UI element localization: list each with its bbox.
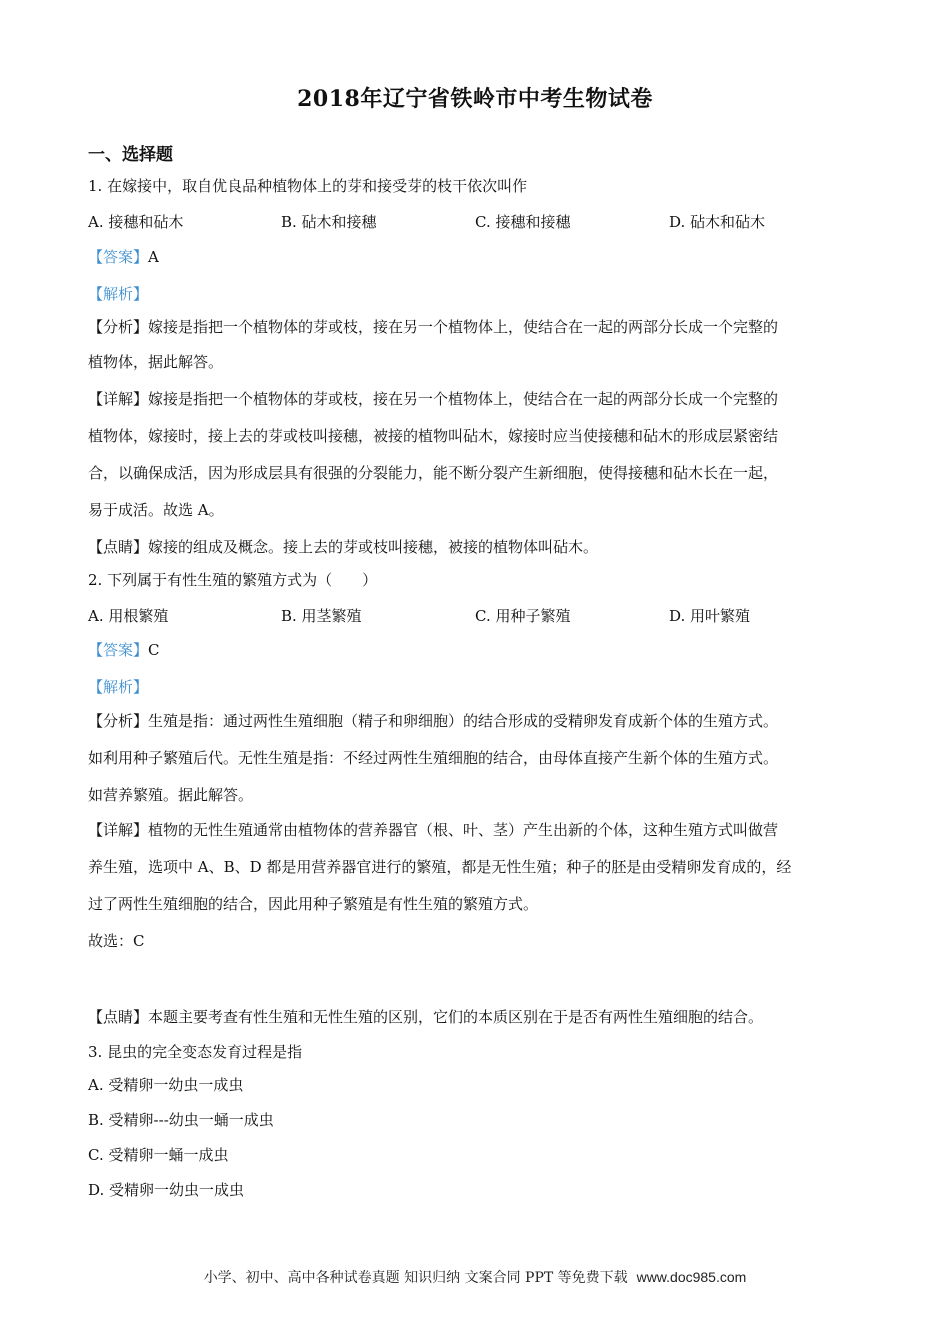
answer-value: A <box>148 248 159 266</box>
q1-option-d: D. 砧木和砧木 <box>669 213 766 231</box>
q1-option-a: A. 接穗和砧木 <box>88 213 184 231</box>
q1-xiangjie-line-2: 植物体，嫁接时，接上去的芽或枝叫接穗，被接的植物叫砧木，嫁接时应当使接穗和砧木的形成层紧密结 <box>88 427 779 445</box>
page-footer <box>0 1267 950 1287</box>
q1-xiangjie-line-3: 合，以确保成活，因为形成层具有很强的分裂能力，能不断分裂产生新细胞，使得接穗和砧木长在一起， <box>88 464 779 482</box>
q2-option-b: B. 用茎繁殖 <box>281 607 362 625</box>
q1-dianjing <box>88 536 868 558</box>
q2-answer <box>88 639 868 661</box>
q1-stem: 1. 在嫁接中，取自优良品种植物体上的芽和接受芽的枝干依次叫作 <box>88 177 528 195</box>
q1-option-c: C. 接穗和接穗 <box>475 213 571 231</box>
q3-option-c: C. 受精卵一蛹一成虫 <box>88 1146 229 1164</box>
q2-option-a: A. 用根繁殖 <box>88 607 169 625</box>
answer-tag: 【答案】 <box>88 248 149 266</box>
q2-xiangjie-line-1 <box>88 819 868 841</box>
dianjing-text: 本题主要考查有性生殖和无性生殖的区别，它们的本质区别在于是否有两性生殖细胞的结合。 <box>148 1008 764 1026</box>
xiangjie-tag: 【详解】 <box>88 390 149 408</box>
dianjing-tag: 【点睛】 <box>88 1008 149 1026</box>
fenxi-tag: 【分析】 <box>88 712 149 730</box>
q2-guxuan: 故选：C <box>88 932 145 950</box>
q2-fenxi-line-2: 如利用种子繁殖后代。无性生殖是指：不经过两性生殖细胞的结合，由母体直接产生新个体的生殖方式。 <box>88 749 779 767</box>
q1-option-b: B. 砧木和接穗 <box>281 213 377 231</box>
xiangjie-text: 植物的无性生殖通常由植物体的营养器官（根、叶、茎）产生出新的个体，这种生殖方式叫做营 <box>148 821 779 839</box>
q1-answer <box>88 246 868 268</box>
q1-analysis-tag: 【解析】 <box>88 285 149 303</box>
section-heading: 一、选择题 <box>88 145 173 165</box>
answer-tag: 【答案】 <box>88 641 149 659</box>
q2-fenxi-line-3: 如营养繁殖。据此解答。 <box>88 786 254 804</box>
q2-dianjing <box>88 1006 868 1028</box>
dianjing-tag: 【点睛】 <box>88 538 149 556</box>
footer-url-link[interactable]: www.doc985.com <box>636 1269 747 1285</box>
q2-option-d: D. 用叶繁殖 <box>669 607 751 625</box>
fenxi-tag: 【分析】 <box>88 318 149 336</box>
q2-stem: 2. 下列属于有性生殖的繁殖方式为（ ） <box>88 571 378 589</box>
q3-option-a: A. 受精卵一幼虫一成虫 <box>88 1076 244 1094</box>
q2-analysis-tag: 【解析】 <box>88 678 149 696</box>
xiangjie-tag: 【详解】 <box>88 821 149 839</box>
xiangjie-text: 嫁接是指把一个植物体的芽或枝，接在另一个植物体上，使结合在一起的两部分长成一个完整的 <box>148 390 779 408</box>
q3-option-d: D. 受精卵一幼虫一成虫 <box>88 1181 245 1199</box>
q2-option-c: C. 用种子繁殖 <box>475 607 571 625</box>
q1-fenxi-line-1 <box>88 316 868 338</box>
dianjing-text: 嫁接的组成及概念。接上去的芽或枝叫接穗，被接的植物体叫砧木。 <box>148 538 599 556</box>
q2-xiangjie-line-3: 过了两性生殖细胞的结合，因此用种子繁殖是有性生殖的繁殖方式。 <box>88 895 539 913</box>
q1-xiangjie-line-4: 易于成活。故选 A。 <box>88 501 224 519</box>
fenxi-text: 嫁接是指把一个植物体的芽或枝，接在另一个植物体上，使结合在一起的两部分长成一个完整的 <box>148 318 779 336</box>
q2-xiangjie-line-2: 养生殖，选项中 A、B、D 都是用营养器官进行的繁殖，都是无性生殖；种子的胚是由受精卵发育成的，经 <box>88 858 792 876</box>
page-title: 2018年辽宁省铁岭市中考生物试卷 <box>297 86 653 112</box>
q1-fenxi-line-2: 植物体，据此解答。 <box>88 353 224 371</box>
q2-fenxi-line-1 <box>88 710 868 732</box>
answer-value: C <box>148 641 160 659</box>
q3-stem: 3. 昆虫的完全变态发育过程是指 <box>88 1043 303 1061</box>
q1-xiangjie-line-1 <box>88 388 868 410</box>
q3-option-b: B. 受精卵---幼虫一蛹一成虫 <box>88 1111 274 1129</box>
footer-text: 小学、初中、高中各种试卷真题 知识归纳 文案合同 PPT 等免费下载 <box>203 1270 628 1286</box>
fenxi-text: 生殖是指：通过两性生殖细胞（精子和卵细胞）的结合形成的受精卵发育成新个体的生殖方式。 <box>148 712 779 730</box>
